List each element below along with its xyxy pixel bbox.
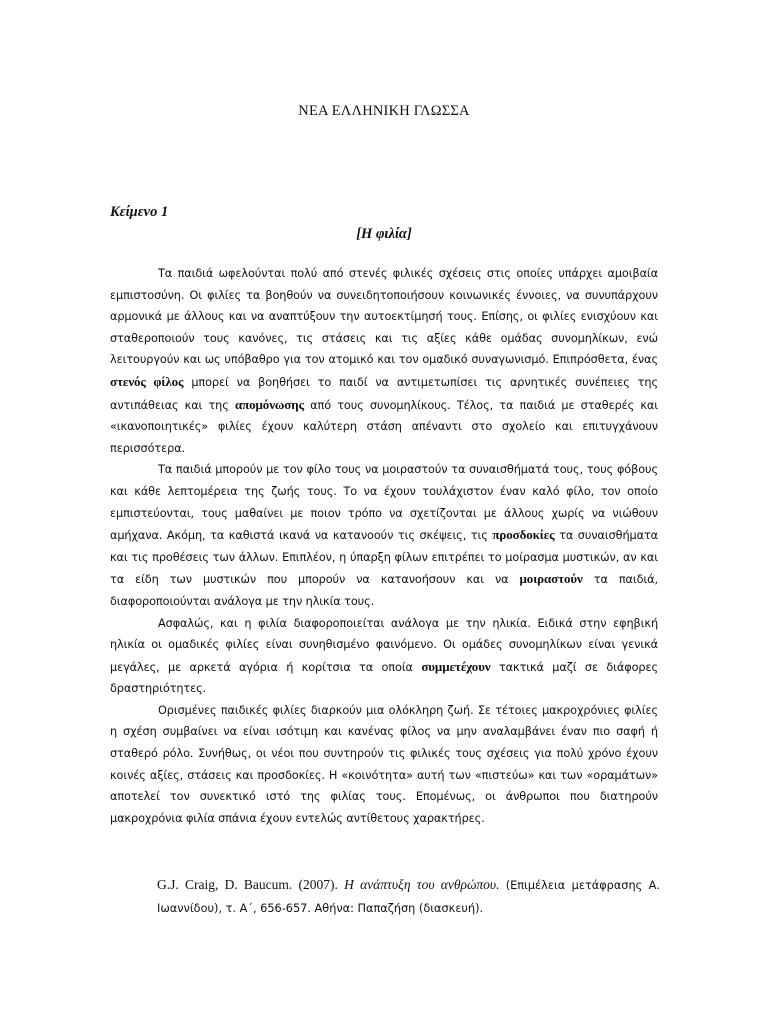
paragraph-4: Ορισμένες παιδικές φιλίες διαρκούν μια ολόκληρη ζωή. Σε τέτοιες μακροχρόνιες φιλίες η σχέση συμβαίνει να είναι ισότιμη και κανένας φίλος να μην αναλαμβάνει έναν πιο σαφή ή σταθερό ρόλο. Συνήθως, οι νέοι που συντηρούν τις φιλικές τους σχέσεις για πολύ χρόνο έχουν κοινές αξίες, στάσεις και προσδοκίες. Η «κοινότητα» αυτή των «πιστεύω» και των «οραμάτων» αποτελεί τον συνεκτικό ιστό της φιλίας τους. Επομένως, οι άνθρωποι που διατηρούν μακροχρόνια φιλία σπάνια έχουν εντελώς αντίθετους χαρακτήρες.: [110, 703, 658, 825]
citation-book-title: Η ανάπτυξη του ανθρώπου.: [344, 877, 500, 892]
bold-term: προσδοκίες: [492, 527, 555, 543]
citation: [157, 874, 660, 920]
bold-term: στενός φίλος: [110, 373, 184, 389]
text-heading: [Η φιλία]: [356, 226, 412, 242]
body-text: [110, 263, 658, 829]
citation-authors: G.J. Craig, D. Baucum. (2007).: [157, 877, 338, 892]
paragraph-3: Ασφαλώς, και η φιλία διαφοροποιείται ανάλογα με την ηλικία. Ειδικά στην εφηβική ηλικία οι ομαδικές φιλίες είναι συνηθισμένο φαινόμενο. Οι ομάδες συνομηλίκων είναι γενικά μεγάλες, με αρκετά αγόρια ή κορίτσια τα οποία συμμετέχουν τακτικά μαζί σε διάφορες δραστηριότητες.: [110, 616, 659, 696]
bold-term: απομόνωσης: [234, 396, 304, 412]
citation-details: (Επιμέλεια μετάφρασης Α. Ιωαννίδου), τ. Α΄, 656-657. Αθήνα: Παπαζήση (διασκευή).: [157, 879, 660, 915]
text-label: Κείμενο 1: [110, 204, 169, 220]
bold-term: συμμετέχουν: [421, 658, 491, 674]
paragraph-2: Τα παιδιά μπορούν με τον φίλο τους να μοιραστούν τα συναισθήματά τους, τους φόβους και κάθε λεπτομέρεια της ζωής τους. Το να έχουν τουλάχιστον έναν καλό φίλο, τον οποίο εμπιστεύονται, τους μαθαίνει με ποιον τρόπο να σχετίζονται με άλλους χωρίς να νιώθουν αμήχανα. Ακόμη, τα καθιστά ικανά να κατανοούν τις σκέψεις, τις προσδοκίες τα συναισθήματα και τις προθέσεις των άλλων. Επιπλέον, η ύπαρξη φίλων επιτρέπει το μοίρασμα μυστικών, αν και τα είδη των μυστικών που μπορούν να κατανοήσουν και να μοιραστούν τα παιδιά, διαφοροποιούνται ανάλογα με την ηλικία τους.: [110, 463, 658, 608]
document-title: ΝΕΑ ΕΛΛΗΝΙΚΗ ΓΛΩΣΣΑ: [298, 103, 470, 119]
paragraph-1: Τα παιδιά ωφελούνται πολύ από στενές φιλικές σχέσεις στις οποίες υπάρχει αμοιβαία εμπιστοσύνη. Οι φιλίες τα βοηθούν να συνειδητοποιήσουν κοινωνικές έννοιες, να συνυπάρχουν αρμονικά με άλλους και να αναπτύξουν την αυτοεκτίμησή τους. Επίσης, οι φιλίες ενισχύουν και σταθεροποιούν τους κανόνες, τις στάσεις και τις αξίες κάθε ομάδας συνομηλίκων, ενώ λειτουργούν και ως υπόβαθρο για τον ατομικό και τον ομαδικό συναγωνισμό. Επιπρόσθετα, ένας στενός φίλος μπορεί να βοηθήσει το παιδί να αντιμετωπίσει τις αρνητικές συνέπειες της αντιπάθειας και της απομόνωσης από τους συνομηλίκους. Τέλος, τα παιδιά με σταθερές και «ικανοποιητικές» φιλίες έχουν καλύτερη στάση απέναντι στο σχολείο και επιτυγχάνουν περισσότερα.: [110, 267, 658, 455]
bold-term: μοιραστούν: [519, 571, 583, 587]
